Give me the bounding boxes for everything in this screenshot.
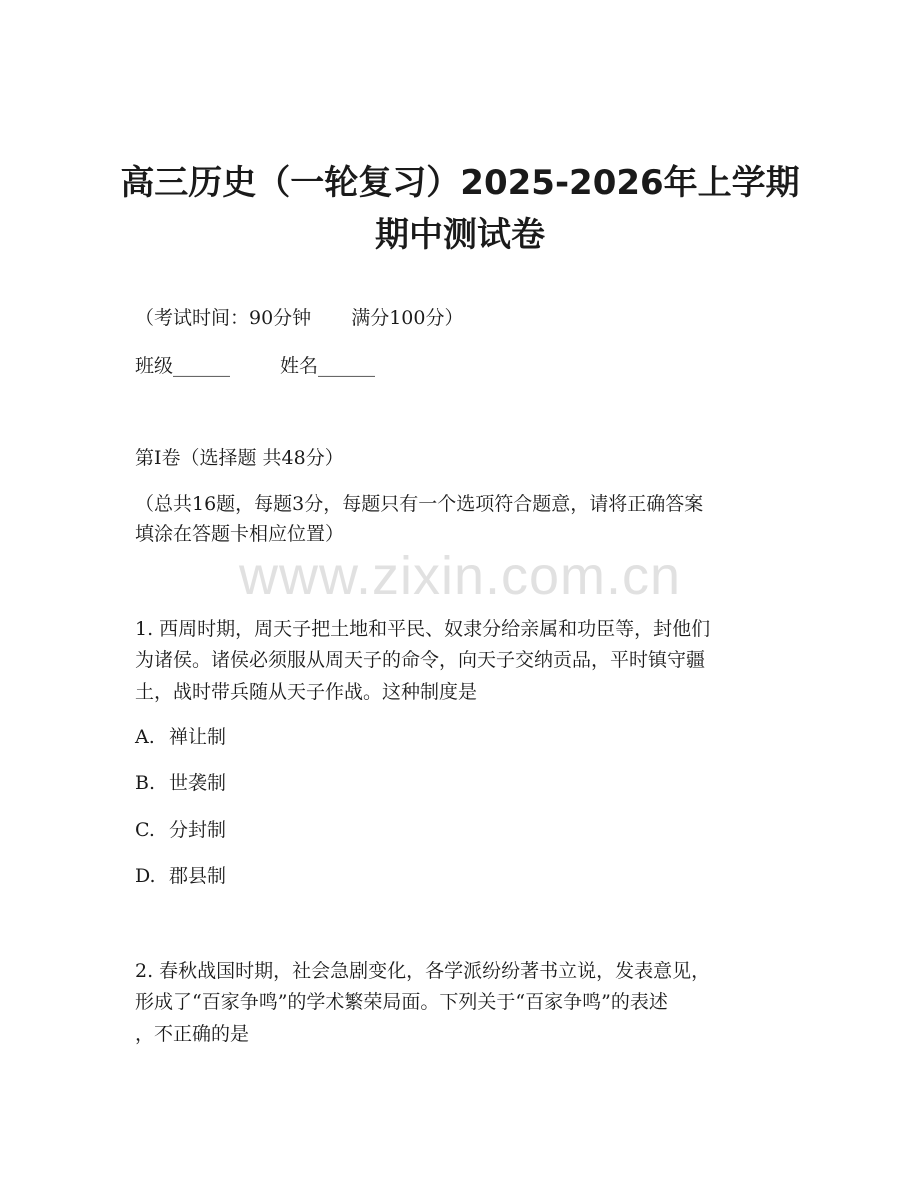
exam-title-line1: 高三历史（一轮复习）2025-2026年上学期 bbox=[120, 163, 800, 203]
option-text: 禅让制 bbox=[169, 726, 227, 748]
question-1-option-b bbox=[135, 768, 226, 795]
question-1-stem-line3: 土，战时带兵随从天子作战。这种制度是 bbox=[135, 681, 478, 703]
question-2-stem-line3: ，不正确的是 bbox=[135, 1023, 250, 1045]
student-info-row bbox=[135, 351, 375, 378]
exam-time: （考试时间：90分钟 bbox=[135, 307, 312, 329]
section-instructions-line2: 填涂在答题卡相应位置） bbox=[135, 523, 345, 545]
question-2-stem-line2: 形成了“百家争鸣”的学术繁荣局面。下列关于“百家争鸣”的表述 bbox=[135, 991, 668, 1013]
class-field: 班级______ bbox=[135, 355, 231, 377]
option-text: 分封制 bbox=[169, 819, 227, 841]
exam-full-score: 满分100分） bbox=[351, 307, 464, 329]
watermark: www.zixin.com.cn bbox=[238, 546, 682, 606]
question-1-option-a bbox=[135, 722, 226, 749]
exam-meta bbox=[135, 303, 463, 330]
question-1-option-c bbox=[135, 815, 226, 842]
question-1-option-d bbox=[135, 861, 226, 888]
option-letter: B. bbox=[135, 772, 156, 794]
option-letter: A. bbox=[135, 726, 155, 748]
question-1-stem-line2: 为诸侯。诸侯必须服从周天子的命令，向天子交纳贡品，平时镇守疆 bbox=[135, 649, 706, 671]
option-text: 世袭制 bbox=[169, 772, 227, 794]
question-2-stem-line1: 2. 春秋战国时期，社会急剧变化，各学派纷纷著书立说，发表意见， bbox=[135, 960, 711, 982]
question-1-stem-line1: 1. 西周时期，周天子把土地和平民、奴隶分给亲属和功臣等，封他们 bbox=[135, 618, 711, 640]
name-field: 姓名______ bbox=[280, 355, 376, 377]
option-letter: D. bbox=[135, 865, 156, 887]
option-text: 郡县制 bbox=[169, 865, 227, 887]
exam-title-line2: 期中测试卷 bbox=[375, 215, 545, 255]
option-letter: C. bbox=[135, 819, 155, 841]
section-heading: 第I卷（选择题 共48分） bbox=[135, 447, 344, 469]
section-instructions-line1: （总共16题，每题3分，每题只有一个选项符合题意，请将正确答案 bbox=[135, 493, 704, 515]
